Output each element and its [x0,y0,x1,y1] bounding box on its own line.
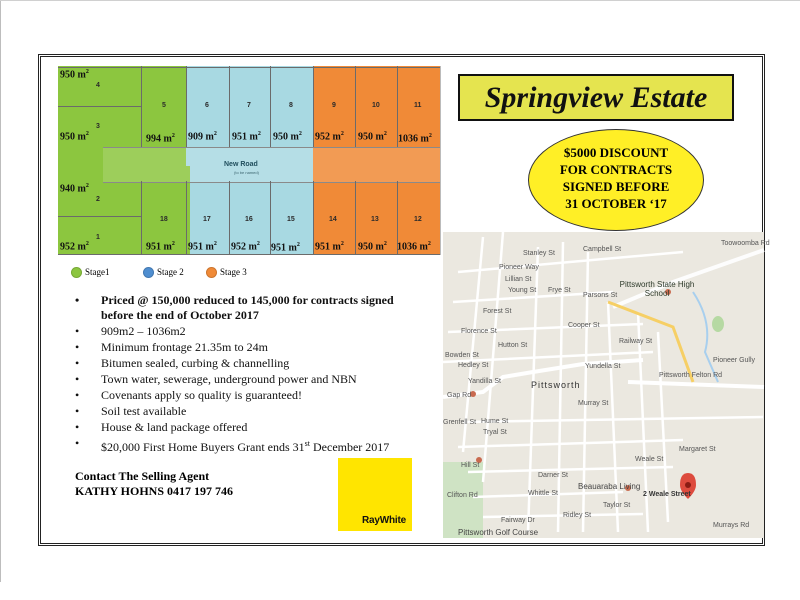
street-label: Hume St [481,418,509,425]
street-label: Weale St [635,456,664,463]
feature-item: • 909m2 – 1036m2 [69,324,429,339]
lot-boundary [355,66,356,147]
feature-item: • Bitumen sealed, curbing & channelling [69,356,429,371]
street-label: Murray St [578,400,609,407]
street-label: Margaret St [679,446,716,453]
lot-area: 950 $m^2$ [273,131,302,143]
street-label: Campbell St [583,246,622,253]
lot-number: 13 [371,216,379,223]
estate-title: Springview Estate [484,81,708,114]
street-label: Taylor St [603,502,631,509]
lot-number: 10 [372,102,380,109]
street-label: Hill St [461,462,480,469]
stage1-swatch [71,267,82,278]
lot-number: 4 [96,82,100,89]
lot-plan [58,66,441,255]
lot-number: 16 [245,216,253,223]
lot-boundary [229,181,230,255]
town-label: Pittsworth [531,380,581,390]
pin-label: 2 Weale Street [643,491,691,498]
brand-name: RayWhite [362,515,406,526]
lot-area: 952 $m^2$ [231,241,260,253]
lot-boundary [58,216,141,217]
school-label: Pittsworth State High School [619,280,695,298]
page-edge-top [0,0,800,1]
lot-area: 951 $m^2$ [146,241,175,253]
lot-area: 950 $m^2$ [60,69,89,81]
lot-area: 952 $m^2$ [60,241,89,253]
discount-badge: $5000 DISCOUNT FOR CONTRACTS SIGNED BEFORE 31 OCTOBER ‘17 [528,129,704,231]
lot-area: 950 $m^2$ [358,241,387,253]
street-label: Pioneer Way [499,264,539,271]
lot-number: 14 [329,216,337,223]
lot-number: 17 [203,216,211,223]
lot-boundary [229,66,230,147]
lot-number: 8 [289,102,293,109]
street-label: Gap Rd [447,392,472,399]
lot-number: 15 [287,216,295,223]
contact-heading: Contact The Selling Agent [75,469,210,483]
lot-area: 951 $m^2$ [271,242,300,254]
flyer: New Road (to be named) 4 3 2 1 5 6 7 8 9 10 11 18 17 16 15 14 13 12 950 $m^2$ 950 $m^2$ 940 $m^2$ 952 $m^2$ 994 $m^2$ 909 $m^2$ 951 $m^2$ 950 $m^2$ 952 $m^2$ 950 $m^2$ 1036 $m^2$ 951 $m^2$ 951 $m^2$ 952 $m^2$ 951 $m^2$ 951 $m^2$ 950 $m^2$ 1036 $m^2$ Stage1 Stage 2 Stage 3 • Priced @ 150,000 reduced to 145,000 for contracts signed before the end of October 2017 • 909m2 – 1036m2 • Minimum frontage 21.35m to 24m • Bitumen sealed, curbing & channelling • Town water, sewerage, underground power and NBN • Covenants apply so quality is guaranteed! • Soil test available • House & land package offered • $20,000 First Home Buyers Grant ends 31st December 2017 Contact The Selling Agent KATHY HOHNS 0417 197 746 RayWhite Springview Estate $5000 DISCOUNT FOR CONTRACTS SIGNED BEFORE 31 OCTOBER ‘17 Toowoomba Rd Campbell St Stanley St Pioneer Way Lillian St Frye St Young St Parsons St Forest St Florence St Cooper St Hutton St Hedley St Railway St Bowden St Yandilla St Yundella St Pittsworth Felton Rd Gap Rd Grenfell St Hume St Tryal St Weale St Margaret St Murray St Darner St Whittle St Taylor St Ridley St Hill St Clifton Rd Fairway Dr Pioneer Gully Murrays Rd Pittsworth State High School Beauaraba Living Pittsworth Golf Course Pittsworth 2 Weale Street [38,54,765,546]
lot-area: 951 $m^2$ [188,241,217,253]
street-label: Clifton Rd [447,492,478,499]
lot-area: 994 $m^2$ [146,133,175,145]
place-label: Beauaraba Living [578,482,641,491]
street-label: Stanley St [523,250,555,257]
lot-number: 5 [162,102,166,109]
street-label: Young St [508,287,537,294]
lot-number: 12 [414,216,422,223]
lot-area: 1036 $m^2$ [398,133,432,145]
street-label: Ridley St [563,512,592,519]
street-label: Railway St [619,338,653,345]
estate-title-box [458,74,734,121]
contact-block [75,469,233,499]
street-label: Darner St [538,472,568,479]
feature-item: • House & land package offered [69,420,429,435]
lot-boundary [141,66,142,147]
lot-area: 950 $m^2$ [60,131,89,143]
street-label: Bowden St [445,352,479,359]
road-label: New Road [224,161,258,168]
feature-item-grant: • $20,000 First Home Buyers Grant ends 31st December 2017 [69,436,429,455]
street-label: Toowoomba Rd [721,240,770,247]
lot-number: 9 [332,102,336,109]
page-edge [0,0,1,582]
lot-number: 1 [96,234,100,241]
street-label: Forest St [483,308,512,315]
lot-boundary [58,106,141,107]
street-label: Hutton St [498,342,528,349]
lot-boundary [313,181,314,255]
lot-area: 940 $m^2$ [60,183,89,195]
feature-item-price: • Priced @ 150,000 reduced to 145,000 for contracts signed before the end of October 2017 [69,293,429,324]
street-label: Lillian St [505,276,532,283]
lot-boundary [186,181,187,255]
lot-boundary [355,181,356,255]
map-graphics [443,232,764,538]
place-label: Pittsworth Golf Course [458,528,539,537]
street-label: Tryal St [483,429,507,436]
lot-boundary [186,66,187,147]
street-label: Yandilla St [468,378,501,385]
agent-name-phone: KATHY HOHNS 0417 197 746 [75,484,234,498]
lot-number: 3 [96,123,100,130]
lot-area: 909 $m^2$ [188,131,217,143]
lot-number: 2 [96,196,100,203]
lot-boundary [58,67,440,68]
lot-boundary [270,66,271,147]
street-label: Frye St [548,287,571,294]
street-label: Whittle St [528,490,558,497]
street-label: Fairway Dr [501,517,535,524]
lot-area: 951 $m^2$ [232,131,261,143]
new-road [103,147,440,183]
street-label: Parsons St [583,292,618,299]
lot-number: 6 [205,102,209,109]
street-label: Cooper St [568,322,600,329]
lot-area: 952 $m^2$ [315,131,344,143]
feature-item: • Minimum frontage 21.35m to 24m [69,340,429,355]
feature-list [69,293,429,456]
lot-number: 18 [160,216,168,223]
street-label: Murrays Rd [713,522,750,529]
lot-area: 1036 $m^2$ [397,241,431,253]
lot-number: 11 [414,102,422,109]
street-label: Grenfell St [443,419,477,426]
street-label: Yundella St [585,363,621,370]
lot-number: 7 [247,102,251,109]
road-sublabel: (to be named) [234,170,259,175]
location-map [443,232,770,538]
lot-area: 950 $m^2$ [358,131,387,143]
street-label: Hedley St [458,362,489,369]
lot-area: 951 $m^2$ [315,241,344,253]
lot-boundary [313,66,314,147]
street-label: Pioneer Gully [713,357,756,364]
street-label: Pittsworth Felton Rd [659,372,723,379]
stage3-swatch [206,267,217,278]
feature-item: • Town water, sewerage, underground power and NBN [69,372,429,387]
feature-item: • Covenants apply so quality is guaranteed! [69,388,429,403]
feature-item: • Soil test available [69,404,429,419]
lot-boundary [58,254,440,255]
street-label: Florence St [461,328,497,335]
raywhite-logo [338,458,412,531]
lot-boundary [141,181,142,255]
stage2-swatch [143,267,154,278]
